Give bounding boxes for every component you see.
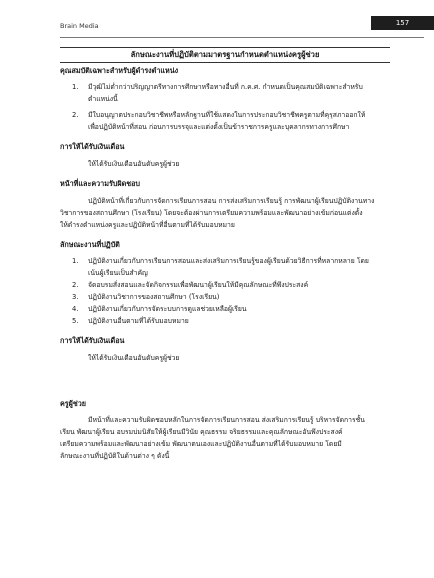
section-heading-salary: การให้ได้รับเงินเดือน [60, 142, 125, 151]
list-item [60, 279, 390, 291]
list-number: 3. [72, 293, 79, 301]
list-item [60, 303, 390, 315]
list-number: 2. [72, 281, 79, 289]
header-brand: Brain Media [60, 22, 99, 30]
section-heading-assistant-teacher: ครูผู้ช่วย [60, 399, 87, 408]
list-item-line: ตำแหน่งนี้ [88, 95, 118, 103]
list-number: 4. [72, 305, 79, 313]
list-item-line: เพื่อปฏิบัติหน้าที่สอน ก่อนการบรรจุและแต่งตั้งเป็นข้าราชการครูและบุคลากรทางการศึกษา [88, 123, 350, 131]
list-item [60, 255, 390, 279]
document-body [60, 65, 390, 462]
duties-paragraph [60, 195, 390, 231]
salary-text-2: ให้ได้รับเงินเดือนอันดับครูผู้ช่วย [88, 354, 180, 362]
paragraph-line: มีหน้าที่และความรับผิดชอบหลักในการจัดการเรียนการสอน ส่งเสริมการเรียนรู้ บริหารจัดการชั้น [88, 416, 365, 424]
paragraph-line: เรียน พัฒนาผู้เรียน อบรมบ่มนิสัยให้ผู้เรียนมีวินัย คุณธรรม จริยธรรมและคุณลักษณะอันพึงประสงค์ [60, 428, 343, 436]
list-item-line: มีใบอนุญาตประกอบวิชาชีพหรือหลักฐานที่ใช้แสดงในการประกอบวิชาชีพครูตามที่คุรุสภาออกให้ [88, 111, 366, 119]
list-item-line: ปฏิบัติงานเกี่ยวกับการเรียนการสอนและส่งเสริมการเรียนรู้ของผู้เรียนด้วยวิธีการที่หลากหลาย โดย [88, 257, 369, 265]
paragraph-line: ให้ดำรงตำแหน่งครูและปฏิบัติหน้าที่อื่นตามที่ได้รับมอบหมาย [60, 221, 235, 229]
list-item-line: ปฏิบัติงานเกี่ยวกับการจัดระบบการดูแลช่วยเหลือผู้เรียน [88, 305, 247, 313]
document-title: ลักษณะงานที่ปฏิบัติตามมาตรฐานกำหนดตำแหน่งครูผู้ช่วย [60, 47, 390, 63]
list-number: 1. [72, 83, 79, 91]
paragraph-line: ปฏิบัติหน้าที่เกี่ยวกับการจัดการเรียนการสอน การส่งเสริมการเรียนรู้ การพัฒนาผู้เรียนปฏิบัติงานทาง [88, 197, 375, 205]
assistant-teacher-paragraph [60, 414, 390, 462]
section-heading-qualifications: คุณสมบัติเฉพาะสำหรับผู้ดำรงตำแหน่ง [60, 66, 179, 75]
list-number: 2. [72, 111, 79, 119]
list-item-line: จัดอบรมสั่งสอนและจัดกิจกรรมเพื่อพัฒนาผู้เรียนให้มีคุณลักษณะที่พึงประสงค์ [88, 281, 309, 289]
list-item [60, 315, 390, 327]
paragraph-line: วิชาการของสถานศึกษา (โรงเรียน) โดยจะต้องผ่านการเตรียมความพร้อมและพัฒนาอย่างเข้มก่อนแต่งตั้ง [60, 209, 363, 217]
list-item-line: ปฏิบัติงานวิชาการของสถานศึกษา (โรงเรียน) [88, 293, 220, 301]
paragraph-line: เตรียมความพร้อมและพัฒนาอย่างเข้ม พัฒนาตนเองและปฏิบัติงานอื่นตามที่ได้รับมอบหมาย โดยมี [60, 440, 342, 448]
page-number: 157 [371, 16, 434, 30]
salary-text: ให้ได้รับเงินเดือนอันดับครูผู้ช่วย [88, 160, 180, 168]
list-item [60, 109, 390, 133]
paragraph-line: ลักษณะงานที่ปฏิบัติในด้านต่าง ๆ ดังนี้ [60, 452, 170, 460]
job-characteristics-list [60, 255, 390, 327]
section-heading-salary-2: การให้ได้รับเงินเดือน [60, 336, 125, 345]
list-number: 5. [72, 317, 79, 325]
list-item [60, 291, 390, 303]
list-item [60, 81, 390, 105]
section-heading-duties: หน้าที่และความรับผิดชอบ [60, 179, 140, 188]
header-divider [60, 37, 424, 38]
list-number: 1. [72, 257, 79, 265]
qualifications-list [60, 81, 390, 133]
list-item-line: เน้นผู้เรียนเป็นสำคัญ [88, 269, 148, 277]
section-heading-job-characteristics: ลักษณะงานที่ปฏิบัติ [60, 240, 120, 249]
list-item-line: มีวุฒิไม่ต่ำกว่าปริญญาตรีทางการศึกษาหรือทางอื่นที่ ก.ค.ศ. กำหนดเป็นคุณสมบัติเฉพาะสำหรับ [88, 83, 363, 91]
list-item-line: ปฏิบัติงานอื่นตามที่ได้รับมอบหมาย [88, 317, 189, 325]
